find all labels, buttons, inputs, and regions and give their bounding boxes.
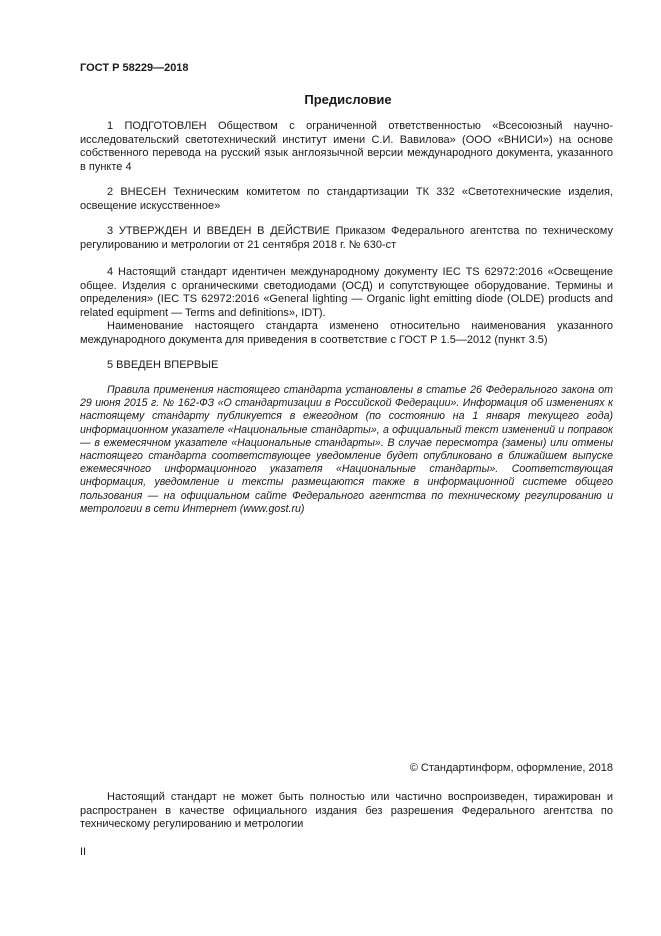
paragraph-introduced-first: 5 ВВЕДЕН ВПЕРВЫЕ [107, 359, 219, 371]
paragraph-name-changed: Наименование настоящего стандарта изменено относительно наименования указанного международного документа для приведения в соответствие с ГОСТ Р 1.5—2012 (пункт 3.5) [80, 320, 613, 346]
section-title-text: Предисловие [304, 92, 392, 107]
page-number: II [80, 846, 87, 858]
paragraph-identical-standard: 4 Настоящий стандарт идентичен международному документу IEC TS 62972:2016 «Освещение общее. Изделия с органическими светодиодами (ОСД) и сопутствующее оборудование. Термины и определения» (IEC TS 62972:2016 «General lighting — Organic light emitting diode (OLDE) products and related equipment — Terms and definitions», IDT). [80, 266, 613, 319]
paragraph-approved: 3 УТВЕРЖДЕН И ВВЕДЕН В ДЕЙСТВИЕ Приказом Федерального агентства по техническому регулированию и метрологии от 21 сентября 2018 г. № 630-ст [80, 225, 613, 251]
paragraph-submitted-by: 2 ВНЕСЕН Техническим комитетом по стандартизации ТК 332 «Светотехнические изделия, освещение искусственное» [80, 186, 613, 212]
paragraph-prepared-by: 1 ПОДГОТОВЛЕН Обществом с ограниченной ответственностью «Всесоюзный научно-исследовательский светотехнический институт имени С.И. Вавилова» (ООО «ВНИСИ») на основе собственного перевода на русский язык англоязычной версии международного документа, указанного в пункте 4 [80, 120, 613, 173]
copyright-line: © Стандартинформ, оформление, 2018 [409, 762, 613, 774]
section-title [0, 92, 661, 107]
italic-notice: Правила применения настоящего стандарта установлены в статье 26 Федерального закона от 29 июня 2015 г. № 162-ФЗ «О стандартизации в Российской Федерации». Информация об изменениях к настоящему стандарту публикуется в ежегодном (по состоянию на 1 января текущего года) информационном указателе «Национальные стандарты», а официальный текст изменений и поправок — в ежемесячном указателе «Национальные стандарты». В случае пересмотра (замены) или отмены настоящего стандарта соответствующее уведомление будет опубликовано в ближайшем выпуске ежемесячного информационного указателя «Национальные стандарты». Соответствующая информация, уведомление и тексты размещаются также в информационной системе общего пользования — на официальном сайте Федерального агентства по техническому регулированию и метрологии в сети Интернет (www.gost.ru) [80, 384, 613, 515]
document-id: ГОСТ Р 58229—2018 [80, 62, 189, 74]
reproduction-notice: Настоящий стандарт не может быть полностью или частично воспроизведен, тиражирован и распространен в качестве официального издания без разрешения Федерального агентства по техническому регулированию и метрологии [80, 791, 613, 830]
